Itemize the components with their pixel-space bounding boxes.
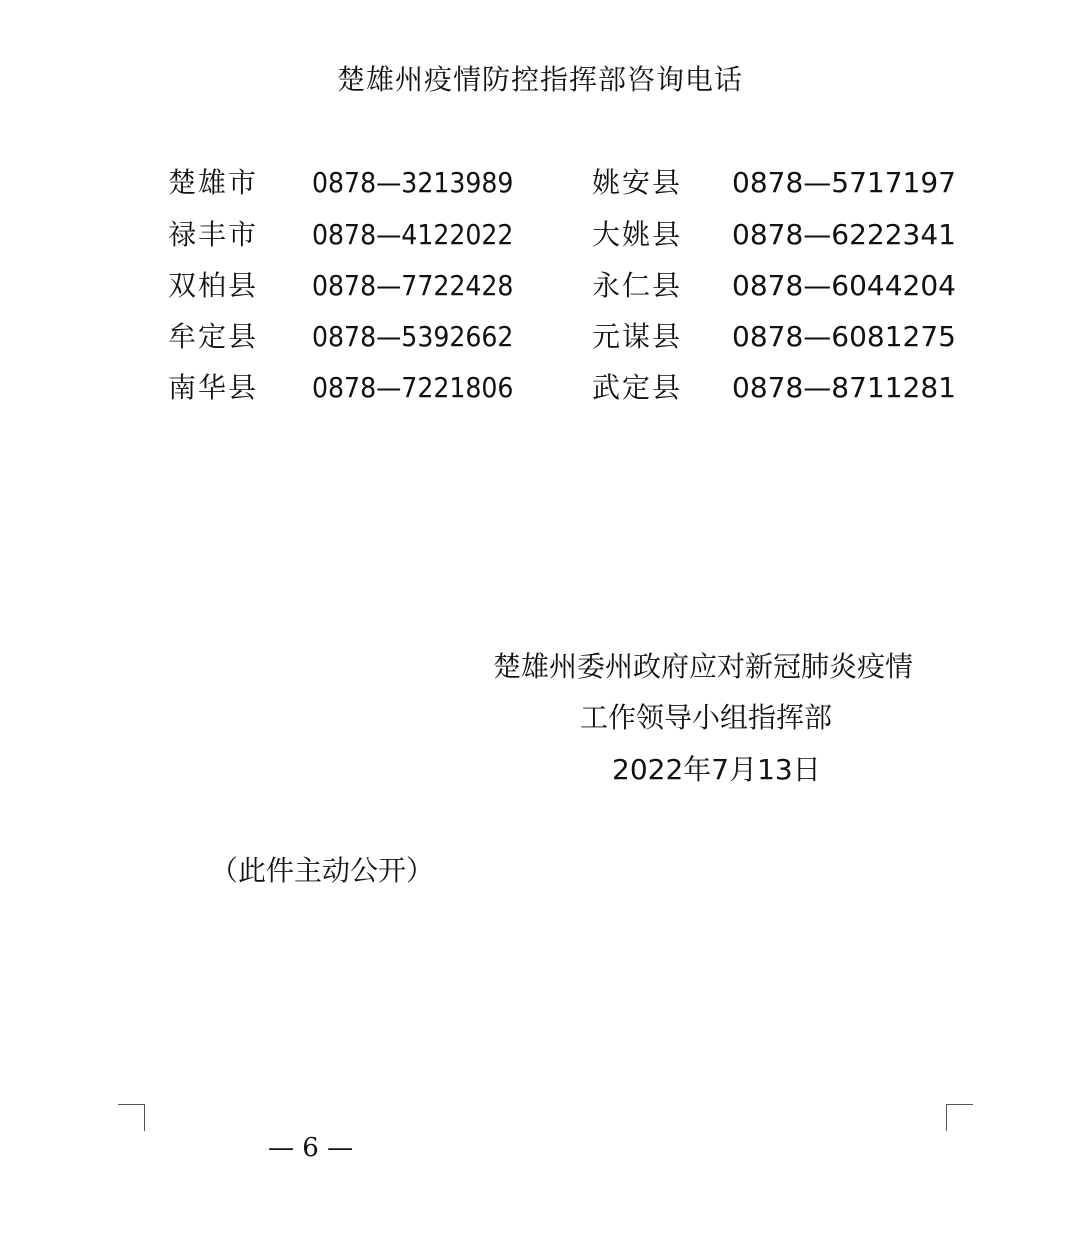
phone-number: 0878—6081275 xyxy=(732,320,956,353)
page-number: — 6 — xyxy=(268,1133,354,1163)
contact-row xyxy=(0,315,1080,359)
county-name: 南华县 xyxy=(168,371,259,404)
phone-number: 0878—7722428 xyxy=(312,269,514,302)
county-name: 永仁县 xyxy=(592,269,683,302)
county-name: 大姚县 xyxy=(592,218,683,251)
crop-mark-right xyxy=(946,1104,973,1131)
contact-row xyxy=(0,161,1080,205)
contact-row xyxy=(0,366,1080,410)
phone-number: 0878—5717197 xyxy=(732,166,956,199)
phone-number: 0878—5392662 xyxy=(312,320,514,353)
document-title: 楚雄州疫情防控指挥部咨询电话 xyxy=(336,63,743,96)
disclosure-note: （此件主动公开） xyxy=(210,854,435,887)
phone-number: 0878—6222341 xyxy=(732,218,956,251)
county-name: 牟定县 xyxy=(168,320,259,353)
phone-number: 0878—7221806 xyxy=(312,371,514,404)
county-name: 元谋县 xyxy=(592,320,683,353)
phone-number: 0878—6044204 xyxy=(732,269,956,302)
phone-number: 0878—3213989 xyxy=(312,166,514,199)
phone-number: 0878—8711281 xyxy=(732,371,956,404)
issuing-authority-unit: 工作领导小组指挥部 xyxy=(580,701,833,734)
county-name: 楚雄市 xyxy=(168,166,259,199)
county-name: 禄丰市 xyxy=(168,218,259,251)
county-name: 双柏县 xyxy=(168,269,259,302)
issue-date: 2022年7月13日 xyxy=(612,753,821,786)
phone-number: 0878—4122022 xyxy=(312,218,514,251)
issuing-authority: 楚雄州委州政府应对新冠肺炎疫情 xyxy=(493,650,914,683)
contact-row xyxy=(0,213,1080,257)
crop-mark-left xyxy=(118,1104,145,1131)
county-name: 姚安县 xyxy=(592,166,683,199)
county-name: 武定县 xyxy=(592,371,683,404)
contact-row xyxy=(0,264,1080,308)
